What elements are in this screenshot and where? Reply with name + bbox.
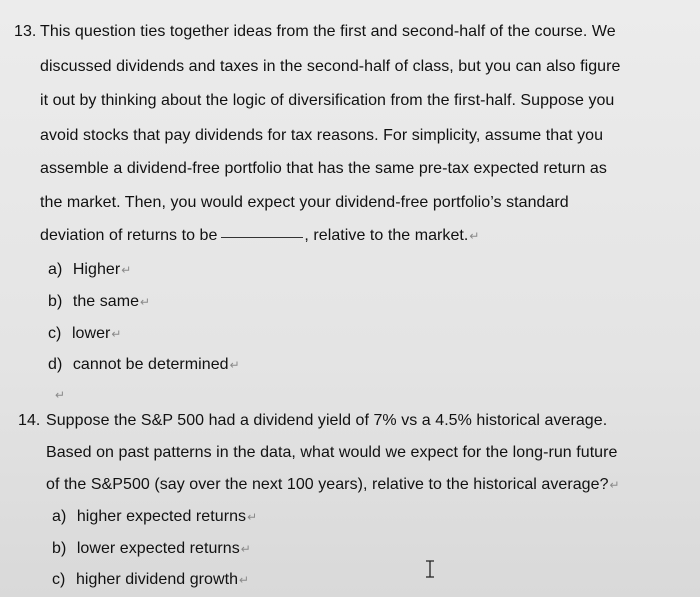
option-b[interactable] <box>48 292 700 312</box>
question-text-line: assemble a dividend-free portfolio that has the same pre-tax expected return as <box>40 160 607 177</box>
option-d[interactable] <box>48 355 700 375</box>
question-text-before-blank: deviation of returns to be <box>40 227 218 244</box>
paragraph-mark: ↵ <box>121 263 132 277</box>
question-text-after-blank: , relative to the market. <box>304 227 469 244</box>
paragraph-mark: ↵ <box>247 510 258 524</box>
option-a[interactable] <box>48 260 700 280</box>
paragraph-mark: ↵ <box>239 573 250 587</box>
question-text-line: Based on past patterns in the data, what would we expect for the long-run future <box>46 444 618 461</box>
option-text: the same <box>72 293 140 310</box>
text-cursor-icon <box>425 560 435 578</box>
question-text-line: the market. Then, you would expect your dividend-free portfolio’s standard <box>40 194 569 211</box>
option-text: cannot be determined <box>72 356 229 373</box>
option-b[interactable] <box>52 539 700 559</box>
option-letter: c) <box>48 325 62 342</box>
option-a[interactable] <box>52 507 700 527</box>
paragraph-mark: ↵ <box>229 358 240 372</box>
option-text: higher expected returns <box>76 508 247 525</box>
question-text: of the S&P500 (say over the next 100 years), relative to the historical average? <box>46 476 609 493</box>
option-text: lower expected returns <box>76 540 240 557</box>
paragraph-mark: ↵ <box>55 388 66 402</box>
question-number: 13. <box>14 23 37 40</box>
answer-blank <box>221 236 303 238</box>
option-c[interactable] <box>48 324 700 344</box>
paragraph-mark: ↵ <box>140 295 151 309</box>
option-letter: a) <box>48 261 63 278</box>
option-letter: b) <box>48 293 63 310</box>
question-text-line <box>46 475 700 495</box>
question-number: 14. <box>18 412 41 429</box>
option-text: Higher <box>72 261 121 278</box>
question-text-line: avoid stocks that pay dividends for tax reasons. For simplicity, assume that you <box>40 127 604 144</box>
question-text-line: it out by thinking about the logic of diversification from the first-half. Suppose you <box>40 92 615 109</box>
option-letter: d) <box>48 356 63 373</box>
option-letter: c) <box>52 571 66 588</box>
option-text: lower <box>71 325 111 342</box>
paragraph-mark: ↵ <box>111 327 122 341</box>
option-letter: b) <box>52 540 67 557</box>
question-text-line: Suppose the S&P 500 had a dividend yield of 7% vs a 4.5% historical average. <box>46 412 608 429</box>
paragraph-mark: ↵ <box>240 542 251 556</box>
option-c[interactable] <box>52 570 700 590</box>
paragraph-mark: ↵ <box>609 478 620 492</box>
option-text: higher dividend growth <box>75 571 239 588</box>
question-text-line: This question ties together ideas from the first and second-half of the course. We <box>40 23 616 40</box>
question-text-line <box>40 226 700 246</box>
question-text-line: discussed dividends and taxes in the second-half of class, but you can also figure <box>40 58 621 75</box>
empty-paragraph <box>54 385 700 405</box>
paragraph-mark: ↵ <box>469 229 480 243</box>
option-letter: a) <box>52 508 67 525</box>
